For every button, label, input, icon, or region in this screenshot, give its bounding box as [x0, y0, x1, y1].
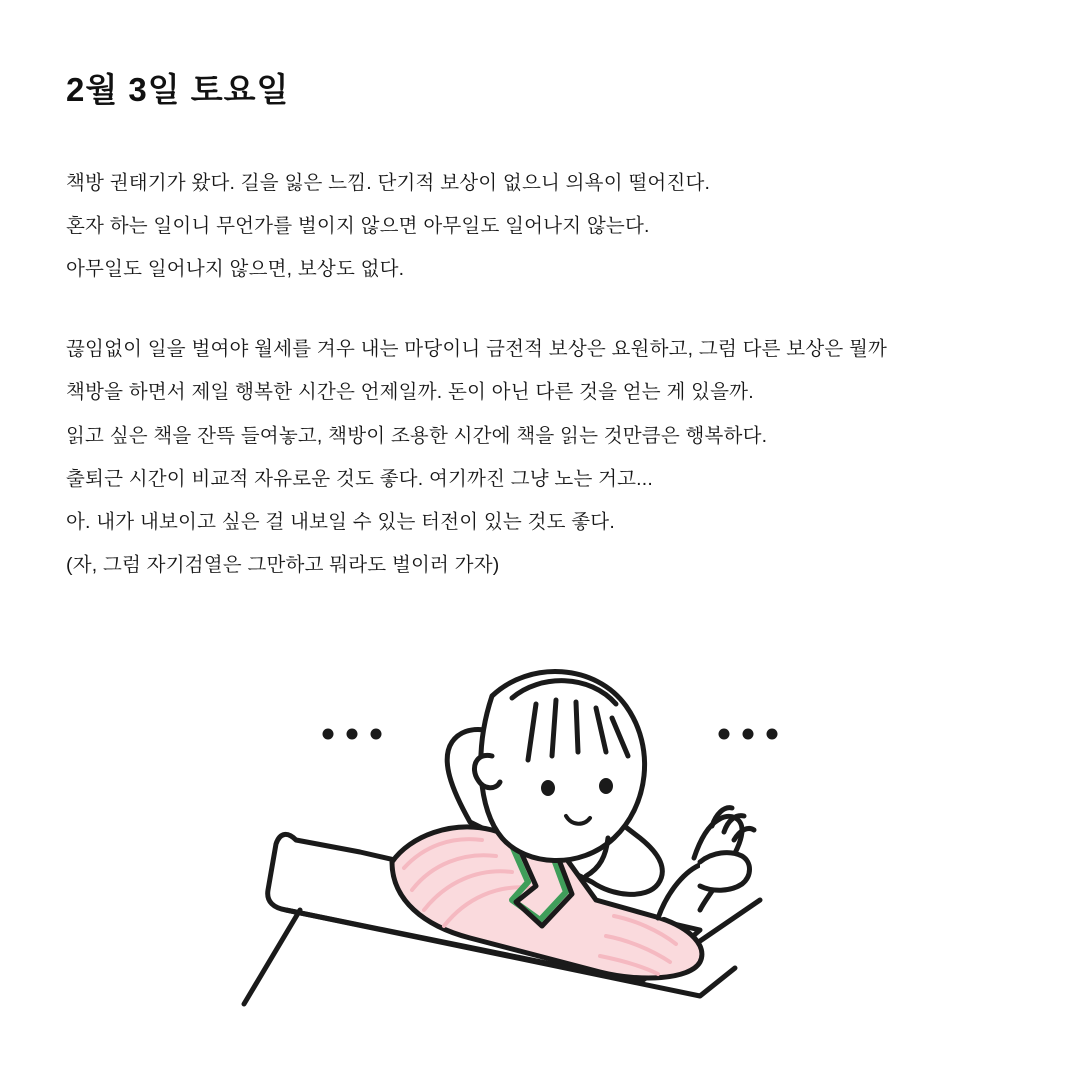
diary-line: 혼자 하는 일이니 무언가를 벌이지 않으면 아무일도 일어나지 않는다.: [66, 214, 650, 237]
diary-line: 읽고 싶은 책을 잔뜩 들여놓고, 책방이 조용한 시간에 책을 읽는 것만큼은 행복하다.: [66, 424, 768, 447]
diary-paragraph-1: [66, 168, 1016, 285]
page-title: 2월 3일 토요일: [66, 71, 290, 108]
diary-line: 아. 내가 내보이고 싶은 걸 내보일 수 있는 터전이 있는 것도 좋다.: [66, 511, 615, 534]
diary-line: 책방 권태기가 왔다. 길을 잃은 느낌. 단기적 보상이 없으니 의욕이 떨어진다.: [66, 171, 711, 194]
diary-line: 출퇴근 시간이 비교적 자유로운 것도 좋다. 여기까진 그냥 노는 거고...: [66, 467, 654, 490]
diary-line: 끊임없이 일을 벌여야 월세를 겨우 내는 마당이니 금전적 보상은 요원하고, 그럼 다른 보상은 뭘까: [66, 338, 888, 361]
diary-line: 책방을 하면서 제일 행복한 시간은 언제일까. 돈이 아닌 다른 것을 얻는 게 있을까.: [66, 381, 754, 404]
ellipsis-left-icon: [323, 729, 382, 740]
ellipsis-right-icon: [719, 729, 778, 740]
diary-paragraph-2: [66, 334, 1016, 580]
diary-line: (자, 그럼 자기검열은 그만하고 뭐라도 벌이러 가자): [66, 554, 500, 577]
person-lying-on-desk-illustration: [0, 600, 1080, 1080]
diary-line: 아무일도 일어나지 않으면, 보상도 없다.: [66, 258, 405, 281]
